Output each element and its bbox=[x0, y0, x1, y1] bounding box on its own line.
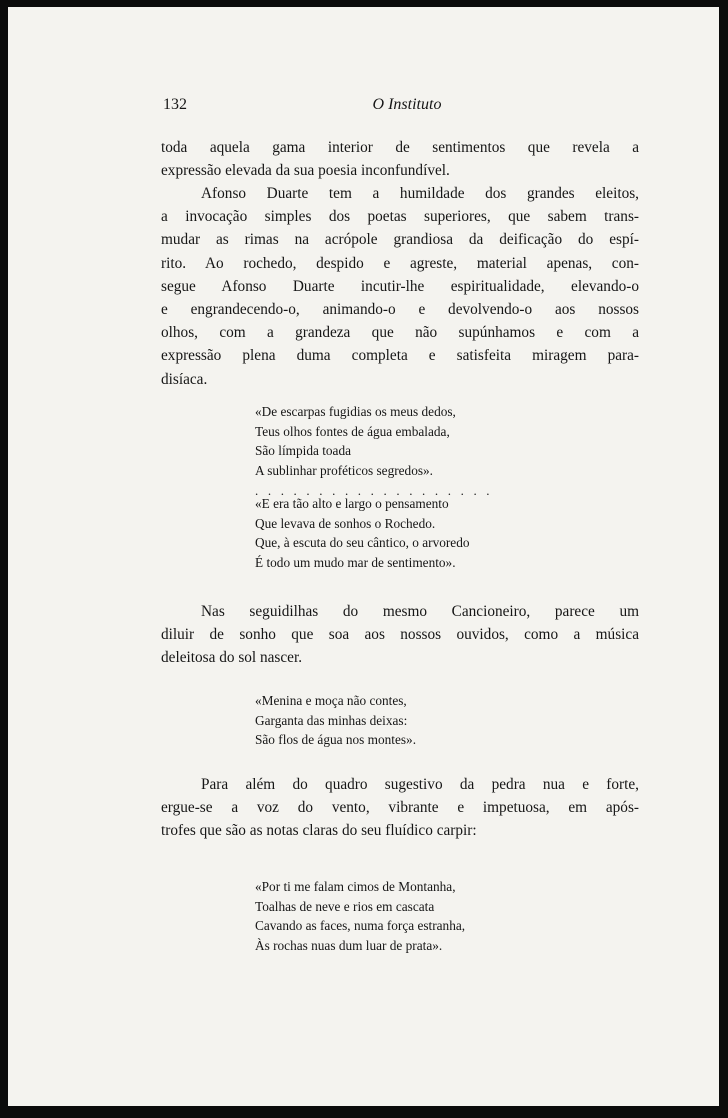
verse-block-3 bbox=[255, 691, 416, 750]
verse-line: Teus olhos fontes de água embalada, bbox=[255, 423, 450, 439]
text-line: ergue-se a voz do vento, vibrante e impetuosa, em após- bbox=[161, 799, 639, 817]
text-line: Nas seguidilhas do mesmo Cancioneiro, parece um bbox=[201, 603, 639, 620]
running-title: O Instituto bbox=[372, 96, 442, 113]
verse-line: É todo um mudo mar de sentimento». bbox=[255, 554, 456, 570]
text-line: trofes que são as notas claras do seu fluídico carpir: bbox=[161, 822, 477, 840]
verse-line: São límpida toada bbox=[255, 443, 352, 458]
verse-line: Garganta das minhas deixas: bbox=[255, 712, 408, 728]
text-line: segue Afonso Duarte incutir-lhe espiritualidade, elevando-o bbox=[161, 277, 639, 295]
paragraph-4 bbox=[161, 773, 639, 843]
paragraph-3 bbox=[161, 600, 639, 670]
verse-line: Que levava de sonhos o Rochedo. bbox=[255, 515, 436, 531]
paragraph-1 bbox=[161, 136, 639, 182]
verse-line: «Menina e moça não contes, bbox=[255, 693, 407, 708]
text-line: rito. Ao rochedo, despido e agreste, material apenas, con- bbox=[161, 254, 639, 272]
verse-line: São flos de água nos montes». bbox=[255, 732, 417, 747]
page-number: 132 bbox=[163, 96, 187, 113]
text-line: expressão plena duma completa e satisfeita miragem para- bbox=[161, 347, 639, 365]
verse-line: «Por ti me falam cimos de Montanha, bbox=[255, 879, 456, 894]
text-line: diluir de sonho que soa aos nossos ouvidos, como a música bbox=[161, 626, 639, 644]
paragraph-2 bbox=[161, 182, 639, 391]
text-line: a invocação simples dos poetas superiores, que sabem trans- bbox=[161, 208, 639, 226]
text-line: deleitosa do sol nascer. bbox=[161, 649, 303, 667]
verse-line: «De escarpas fugidias os meus dedos, bbox=[255, 404, 456, 419]
verse-line: Cavando as faces, numa força estranha, bbox=[255, 918, 466, 933]
text-line: olhos, com a grandeza que não supúnhamos e com a bbox=[161, 324, 639, 342]
text-line: disíaca. bbox=[161, 370, 208, 388]
verse-block-1 bbox=[255, 402, 456, 480]
text-line: Para além do quadro sugestivo da pedra nua e forte, bbox=[201, 776, 639, 793]
verse-block-2 bbox=[255, 494, 470, 572]
verse-line: A sublinhar proféticos segredos». bbox=[255, 462, 433, 478]
text-line: expressão elevada da sua poesia inconfundível. bbox=[161, 162, 450, 180]
verse-line: Toalhas de neve e rios em cascata bbox=[255, 898, 435, 914]
verse-line: «E era tão alto e largo o pensamento bbox=[255, 496, 449, 511]
verse-line: Que, à escuta do seu cântico, o arvoredo bbox=[255, 535, 470, 550]
text-line: e engrandecendo-o, animando-o e devolvendo-o aos nossos bbox=[161, 301, 639, 319]
verse-block-4 bbox=[255, 877, 465, 955]
verse-line: Às rochas nuas dum luar de prata». bbox=[255, 937, 443, 953]
text-line: mudar as rimas na acrópole grandiosa da deificação do espí- bbox=[161, 231, 639, 249]
text-line: Afonso Duarte tem a humildade dos grandes eleitos, bbox=[201, 185, 639, 202]
ellipsis-row: ................... bbox=[255, 483, 500, 498]
text-line: toda aquela gama interior de sentimentos que revela a bbox=[161, 139, 639, 156]
